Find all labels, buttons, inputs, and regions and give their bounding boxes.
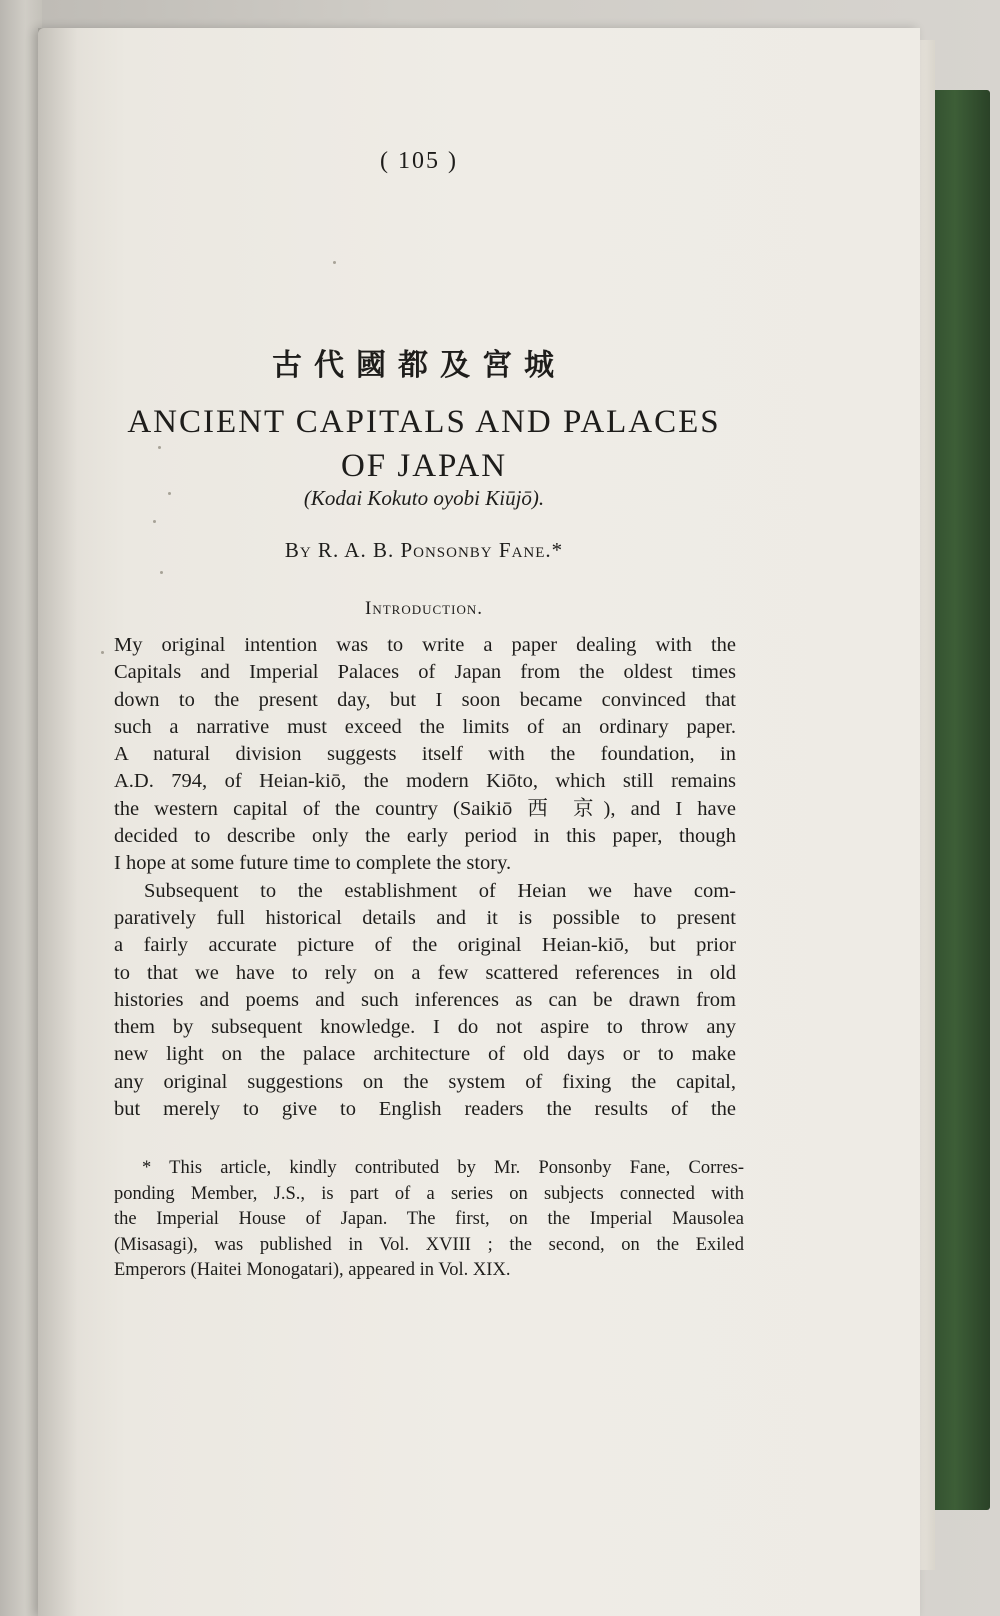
footnote-line: ponding Member, J.S., is part of a series on subjects connected with bbox=[114, 1183, 744, 1204]
text-line: Subsequent to the establishment of Heian we have com- bbox=[144, 879, 736, 902]
text-line: such a narrative must exceed the limits of an ordinary paper. bbox=[114, 715, 736, 738]
left-page-leaf bbox=[0, 0, 42, 1616]
title-line: OF JAPAN bbox=[340, 448, 508, 484]
page-number: ( 105 ) bbox=[380, 148, 458, 174]
section-heading: Introduction. bbox=[365, 598, 483, 619]
footnote-line: the Imperial House of Japan. The first, on the Imperial Mausolea bbox=[114, 1209, 744, 1229]
text-line: decided to describe only the early period in this paper, though bbox=[114, 825, 736, 848]
footnote bbox=[114, 1156, 744, 1284]
gutter-shadow bbox=[38, 28, 78, 1616]
text-line: down to the present day, but I soon became convinced that bbox=[114, 688, 736, 711]
text-line: histories and poems and such inferences as can be drawn from bbox=[114, 988, 736, 1011]
page-content bbox=[114, 0, 764, 1616]
title-transliteration: (Kodai Kokuto oyobi Kiūjō). bbox=[303, 486, 545, 510]
text-line: to that we have to rely on a few scattered references in old bbox=[114, 961, 736, 984]
text-line: any original suggestions on the system of fixing the capital, bbox=[114, 1070, 736, 1093]
paper-speck bbox=[101, 651, 104, 654]
footnote-line: * This article, kindly contributed by Mr. Ponsonby Fane, Corres- bbox=[142, 1158, 744, 1178]
title-line: ANCIENT CAPITALS AND PALACES bbox=[127, 404, 721, 440]
text-line: but merely to give to English readers the results of the bbox=[114, 1098, 736, 1121]
text-line: A.D. 794, of Heian-kiō, the modern Kiōto, which still remains bbox=[114, 770, 736, 793]
text-line: new light on the palace architecture of old days or to make bbox=[114, 1043, 736, 1066]
footnote-line: Emperors (Haitei Monogatari), appeared in Vol. XIX. bbox=[114, 1260, 511, 1280]
article-title bbox=[114, 400, 734, 488]
text-line: the western capital of the country (Saikiō 西 京), and I have bbox=[114, 797, 736, 820]
author-byline: By R. A. B. Ponsonby Fane.* bbox=[284, 538, 564, 562]
text-line: A natural division suggests itself with the foundation, in bbox=[114, 743, 736, 766]
cjk-title: 古代國都及宮城 bbox=[272, 348, 566, 383]
text-line: a fairly accurate picture of the original Heian-kiō, but prior bbox=[114, 934, 736, 957]
body-text bbox=[114, 632, 736, 1123]
text-line: I hope at some future time to complete the story. bbox=[114, 852, 512, 875]
text-line: My original intention was to write a paper dealing with the bbox=[114, 634, 736, 656]
text-line: Capitals and Imperial Palaces of Japan from the oldest times bbox=[114, 661, 736, 684]
text-line: paratively full historical details and it is possible to present bbox=[114, 906, 736, 929]
footnote-line: (Misasagi), was published in Vol. XVIII ; the second, on the Exiled bbox=[114, 1234, 744, 1255]
text-line: them by subsequent knowledge. I do not aspire to throw any bbox=[114, 1016, 736, 1039]
